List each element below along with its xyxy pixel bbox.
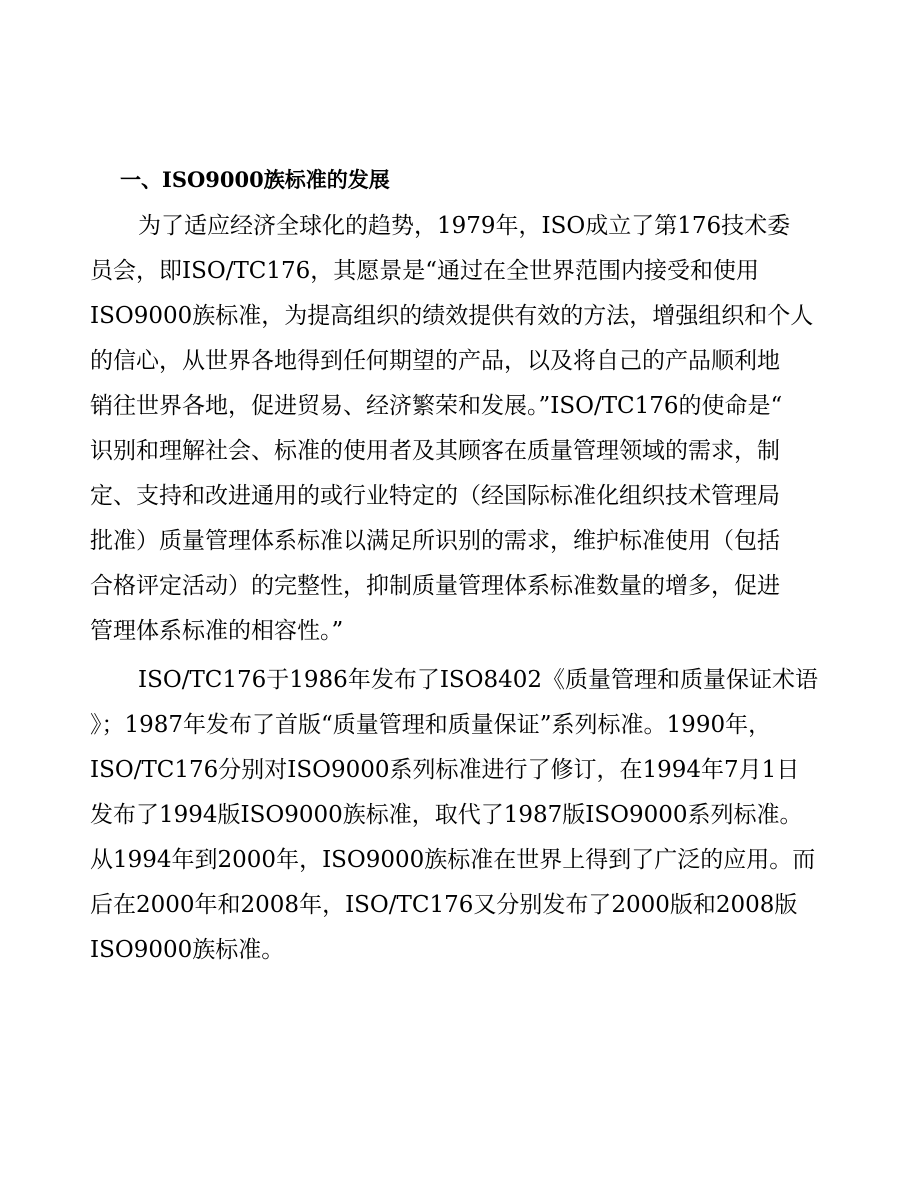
paragraph-line: 发布了1994版ISO9000族标准，取代了1987版ISO9000系列标准。 [90,802,803,828]
paragraph-line: 合格评定活动）的完整性，抑制质量管理体系标准数量的增多，促进 [90,573,780,599]
paragraph-line: ISO/TC176于1986年发布了ISO8402《质量管理和质量保证术语 [138,667,819,693]
paragraph-line: 识别和理解社会、标准的使用者及其顾客在质量管理领域的需求，制 [90,438,780,464]
paragraph-line: 》；1987年发布了首版“质量管理和质量保证”系列标准。1990年， [90,712,772,738]
paragraph-line: ISO/TC176分别对ISO9000系列标准进行了修订，在1994年7月1日 [90,757,800,783]
paragraph-line: 的信心，从世界各地得到任何期望的产品，以及将自己的产品顺利地 [90,348,780,374]
paragraph-line: 为了适应经济全球化的趋势，1979年，ISO成立了第176技术委 [138,213,791,239]
paragraph-standard-history [90,658,832,973]
paragraph-line: 批准）质量管理体系标准以满足所识别的需求，维护标准使用（包括 [90,528,780,554]
paragraph-line: 管理体系标准的相容性。” [90,618,344,644]
section-heading: 一、ISO9000族标准的发展 [120,167,390,192]
paragraph-line: 后在2000年和2008年，ISO/TC176又分别发布了2000版和2008版 [90,892,798,918]
paragraph-line: ISO9000族标准，为提高组织的绩效提供有效的方法，增强组织和个人 [90,303,814,329]
document-body [90,160,832,973]
paragraph-line: 员会，即ISO/TC176，其愿景是“通过在全世界范围内接受和使用 [90,258,760,284]
paragraph-line: 定、支持和改进通用的或行业特定的（经国际标准化组织技术管理局 [90,483,780,509]
paragraph-line: 销往世界各地，促进贸易、经济繁荣和发展。”ISO/TC176的使命是“ [90,393,783,419]
paragraph-iso-tc176-founding [90,204,832,654]
paragraph-line: ISO9000族标准。 [90,937,285,963]
paragraph-line: 从1994年到2000年，ISO9000族标准在世界上得到了广泛的应用。而 [90,847,816,873]
